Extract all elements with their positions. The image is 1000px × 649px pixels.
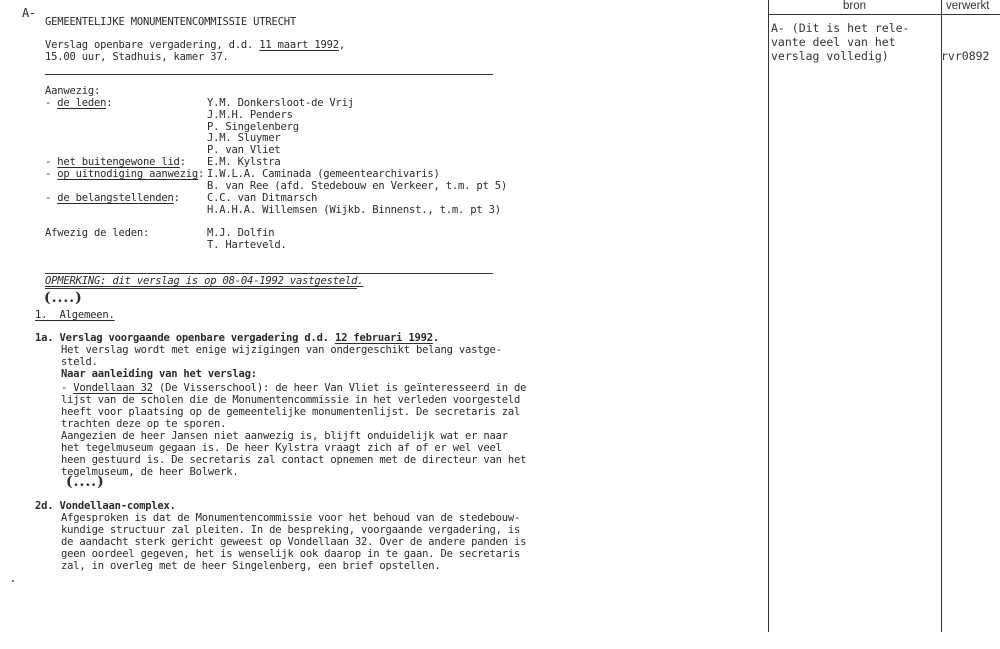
extra-member-name: E.M. Kylstra [207, 156, 281, 168]
absent-label: Afwezig de leden: [45, 227, 150, 239]
bron-note-line: A- (Dit is het rele- [771, 21, 910, 35]
paragraph-line: het tegelmuseum gegaan is. De heer Kylstra vraagt zich af of er wel veel [61, 442, 502, 454]
paragraph-line: trachten deze op te sporen. [61, 418, 227, 430]
item-link-text: Vondellaan 32 [73, 382, 153, 394]
divider [45, 74, 493, 75]
paragraph-line: steld. [61, 356, 98, 368]
paragraph-line: heen gestuurd is. De secretaris zal contact opnemen met de directeur van het [61, 454, 527, 466]
header-rule [768, 14, 1000, 15]
section-1a-date: 12 februari 1992 [334, 332, 433, 344]
paragraph-line: Afgesproken is dat de Monumentencommissie voor het behoud van de stedebouw- [61, 512, 521, 524]
remark: OPMERKING: dit verslag is op 08-04-1992 vastgesteld. [45, 275, 364, 287]
paragraph-line: geen oordeel gegeven, het is wenselijk ook daarop in te gaan. De secretaris [61, 548, 521, 560]
invited-name: B. van Ree (afd. Stedebouw en Verkeer, t.m. pt 5) [207, 180, 507, 192]
speck [12, 580, 14, 582]
subheading: Naar aanleiding van het verslag: [61, 368, 257, 380]
bron-note-line: verslag volledig) [771, 49, 889, 63]
divider [45, 288, 357, 289]
divider [45, 273, 493, 274]
members-label: - de leden: [45, 97, 113, 109]
member-name: Y.M. Donkersloot-de Vrij [207, 97, 354, 109]
column-border [941, 0, 942, 632]
section-1a-heading: 1a. Verslag voorgaande openbare vergadering d.d. 12 februari 1992. [35, 332, 440, 344]
omission-mark: (....) [44, 290, 83, 306]
omission-mark: (....) [66, 474, 105, 490]
list-item: - Vondellaan 32 (De Visserschool): de heer Van Vliet is geïnteresseerd in de [61, 382, 527, 394]
paragraph-line: Het verslag wordt met enige wijzigingen van ondergeschikt belang vastge- [61, 344, 502, 356]
paragraph-line: Aangezien de heer Jansen niet aanwezig is, blijft onduidelijk wat er naar [61, 430, 508, 442]
member-name: P. van Vliet [207, 144, 281, 156]
interested-name: H.A.H.A. Willemsen (Wijkb. Binnenst., t.m. pt 3) [207, 204, 501, 216]
paragraph-line: heeft voor plaatsing op de gemeentelijke monumentenlijst. De secretaris zal [61, 406, 521, 418]
paragraph-line: kundige structuur zal pleiten. In de bespreking, voorgaande vergadering, is [61, 524, 521, 536]
verwerkt-value: rvr0892 [941, 49, 990, 63]
absent-name: T. Harteveld. [207, 239, 287, 251]
column-border [768, 0, 769, 632]
meeting-line-2: 15.00 uur, Stadhuis, kamer 37. [45, 51, 229, 63]
meeting-line-1: Verslag openbare vergadering, d.d. 11 maart 1992, [45, 39, 345, 51]
meeting-date: 11 maart 1992 [259, 39, 339, 51]
paragraph-line: tegelmuseum, de heer Bolwerk. [61, 466, 239, 478]
section-2d-heading: 2d. Vondellaan-complex. [35, 500, 176, 512]
paragraph-line: zal, in overleg met de heer Singelenberg, een brief opstellen. [61, 560, 441, 572]
page-marker: A- [22, 6, 37, 20]
document-heading: GEMEENTELIJKE MONUMENTENCOMMISSIE UTRECHT [45, 16, 296, 28]
interested-name: C.C. van Ditmarsch [207, 192, 318, 204]
section-1-label: 1. Algemeen. [35, 309, 115, 321]
invited-label: - op uitnodiging aanwezig: [45, 168, 205, 180]
paragraph-line: lijst van de scholen die de Monumentencommissie in het verleden voorgesteld [61, 394, 521, 406]
member-name: P. Singelenberg [207, 121, 299, 133]
member-name: J.M. Sluymer [207, 132, 281, 144]
present-label: Aanwezig: [45, 85, 101, 97]
member-name: J.M.H. Penders [207, 109, 293, 121]
paragraph-line: de aandacht sterk gericht geweest op Vondellaan 32. Over de andere panden is [61, 536, 527, 548]
interested-label: - de belangstellenden: [45, 192, 180, 204]
bron-note-line: vante deel van het [771, 35, 896, 49]
column-header-verwerkt: verwerkt [946, 0, 990, 12]
invited-name: I.W.L.A. Caminada (gemeentearchivaris) [207, 168, 440, 180]
extra-member-label: - het buitengewone lid: [45, 156, 186, 168]
column-header-bron: bron [843, 0, 867, 12]
absent-name: M.J. Dolfin [207, 227, 275, 239]
